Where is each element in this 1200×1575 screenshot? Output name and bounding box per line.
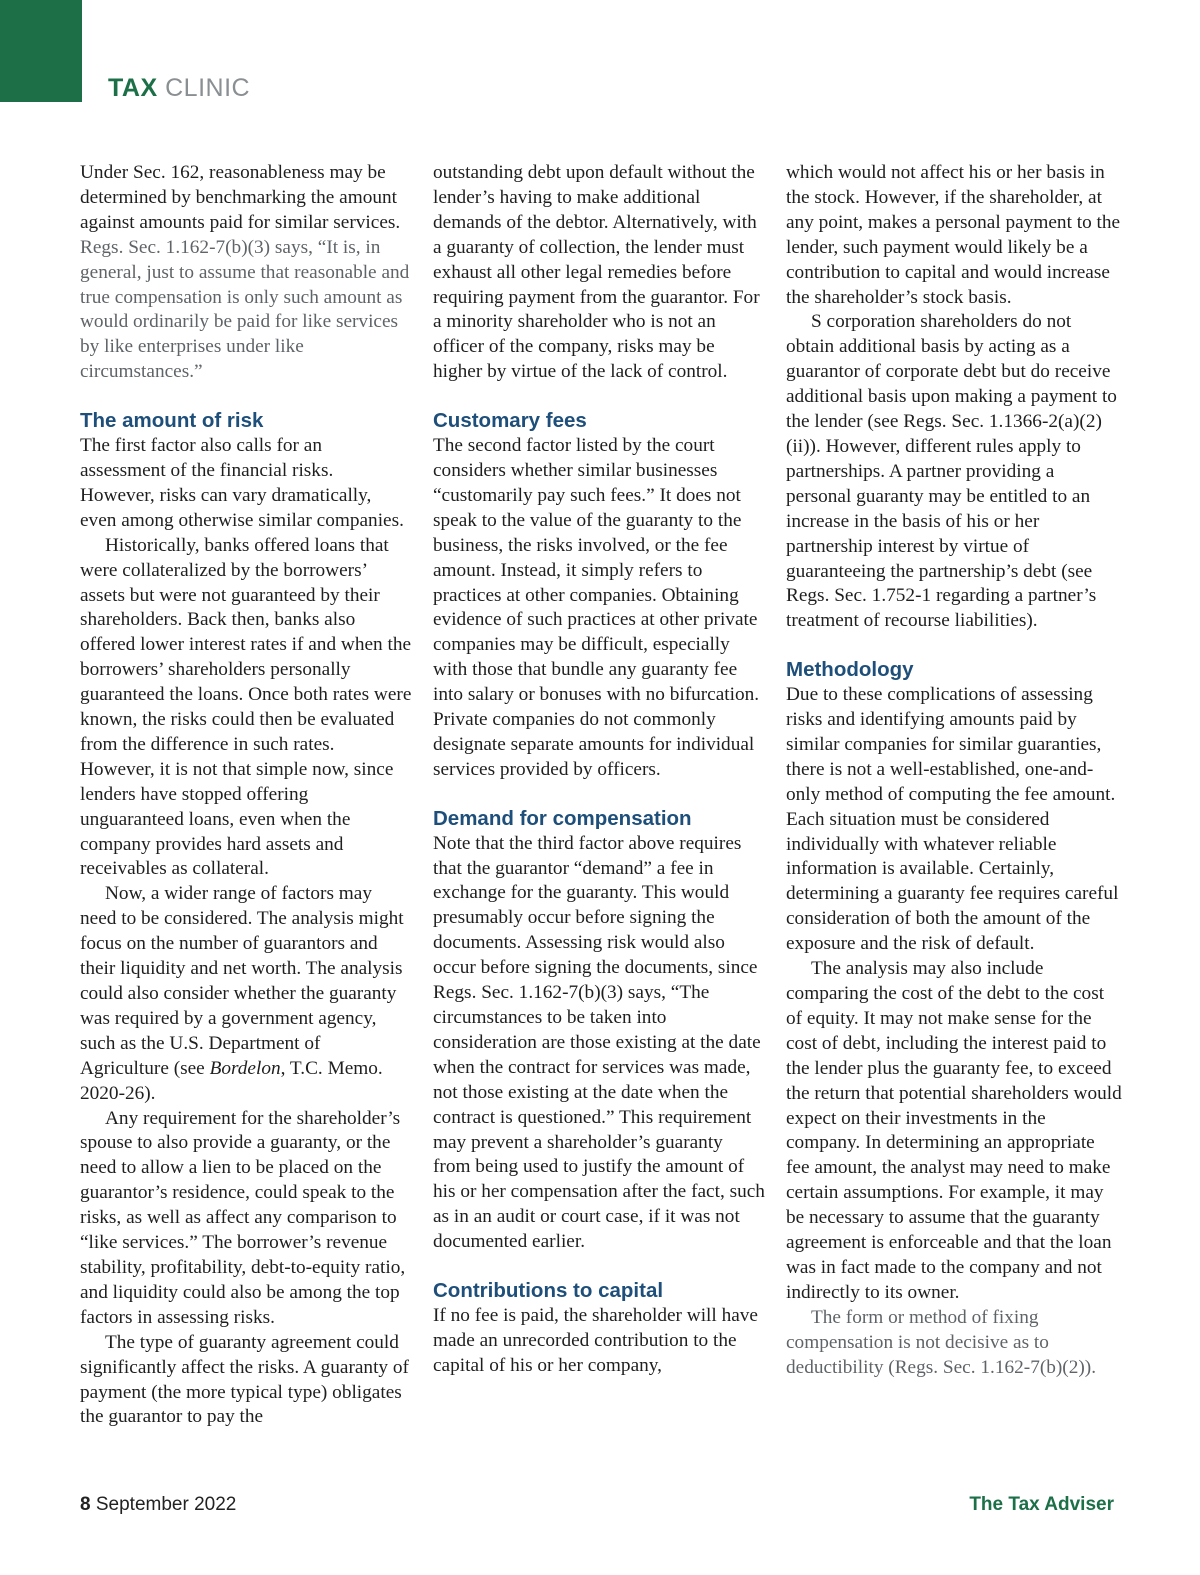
paragraph: S corporation shareholders do not obtain additional basis by acting as a guarantor of corporate debt but do receive additional basis upon making a payment to the lender (see Regs. Sec. 1.1366-2(a)(2)(ii)). However, different rules apply to partnerships. A partner providing a personal guaranty may be entitled to an increase in the basis of his or her partnership interest by virtue of guaranteeing the partnership’s debt (see Regs. Sec. 1.752-1 regarding a partner’s treatment of recourse liabilities). [786, 311, 1117, 632]
paragraph-text: Under Sec. 162, reasonableness may be determined by benchmarking the amount against amounts paid for similar services. [80, 162, 401, 233]
quoted-regulation: Regs. Sec. 1.162-7(b)(3) says, “It is, in general, just to assume that reasonable and true compensation is only such amount as would ordinarily be paid for like services by like enterprises under like circumstances.” [80, 236, 410, 383]
paragraph-text: Now, a wider range of factors may need to be considered. The analysis might focus on the number of guarantors and their liquidity and net worth. The analysis could also consider whether the guaranty was required by a government agency, such as the U.S. Department of Agriculture (see [80, 883, 404, 1079]
section-label-strong: TAX [108, 74, 158, 102]
paragraph: The form or method of fixing compensation is not decisive as to deductibility (Regs. Sec. 1.162-7(b)(2)). [786, 1306, 1097, 1378]
issue-date: September 2022 [90, 1494, 237, 1515]
case-name: Bordelon [209, 1057, 281, 1079]
article-column-1 [80, 161, 412, 1430]
subheading-amount-of-risk: The amount of risk [80, 409, 264, 433]
paragraph: Due to these complications of assessing risks and identifying amounts paid by similar companies for similar guaranties, there is not a well-established, one-and-only method of computing the fee amount. Each situation must be considered individually with whatever reliable information is available. Certainly, determining a guaranty fee requires careful consideration of both the amount of the exposure and the risk of default. [786, 684, 1119, 955]
paragraph: The first factor also calls for an assessment of the financial risks. However, risks can vary dramatically, even among otherwise similar companies. [80, 435, 404, 531]
page-number: 8 [80, 1494, 91, 1515]
subheading-contributions-to-capital: Contributions to capital [433, 1279, 664, 1303]
article-column-2 [433, 161, 765, 1379]
subheading-customary-fees: Customary fees [433, 409, 587, 433]
paragraph: outstanding debt upon default without the lender’s having to make additional demands of the debtor. Alternatively, with a guaranty of collection, the lender must exhaust all other legal remedies before requiring payment from the guarantor. For a minority shareholder who is not an officer of the company, risks may be higher by virtue of the lack of control. [433, 162, 760, 383]
paragraph: Any requirement for the shareholder’s spouse to also provide a guaranty, or the need to allow a lien to be placed on the guarantor’s residence, could speak to the risks, as well as affect any comparison to “like services.” The borrower’s revenue stability, profitability, debt-to-equity ratio, and liquidity could also be among the top factors in assessing risks. [80, 1107, 406, 1328]
article-column-3 [786, 161, 1122, 1381]
section-label-light: CLINIC [165, 74, 251, 102]
paragraph: The analysis may also include comparing the cost of the debt to the cost of equity. It may not make sense for the cost of debt, including the interest paid to the lender plus the guaranty fee, to exceed the return that potential shareholders would expect on their investments in the company. In determining an appropriate fee amount, the analyst may need to make certain assumptions. For example, it may be necessary to assume that the guaranty agreement is enforceable and that the loan was in fact made to the company and not indirectly to its owner. [786, 958, 1122, 1303]
paragraph [80, 882, 412, 1106]
paragraph: The type of guaranty agreement could significantly affect the risks. A guaranty of payment (the more typical type) obligates the guarantor to pay the [80, 1331, 409, 1428]
paragraph: which would not affect his or her basis in the stock. However, if the shareholder, at any point, makes a personal payment to the lender, such payment would likely be a contribution to capital and would increase the shareholder’s stock basis. [786, 162, 1121, 308]
paragraph [80, 161, 412, 385]
publication-name: The Tax Adviser [969, 1494, 1114, 1515]
paragraph: If no fee is paid, the shareholder will have made an unrecorded contribution to the capital of his or her company, [433, 1304, 758, 1376]
page-footer-folio [80, 1494, 236, 1516]
subheading-demand-for-compensation: Demand for compensation [433, 806, 692, 830]
subheading-methodology: Methodology [786, 658, 914, 682]
paragraph: The second factor listed by the court considers whether similar businesses “customarily pay such fees.” It does not speak to the value of the guaranty to the business, the risks involved, or the fee amount. Instead, it simply refers to practices at other companies. Obtaining evidence of such practices at other private companies may be difficult, especially with those that bundle any guaranty fee into salary or bonuses with no bifurcation. Private companies do not commonly designate separate amounts for individual services provided by officers. [433, 435, 760, 780]
section-label [108, 76, 250, 101]
paragraph: Historically, banks offered loans that were collateralized by the borrowers’ assets but were not guaranteed by their shareholders. Back then, banks also offered lower interest rates if and when the borrowers’ shareholders personally guaranteed the loans. Once both rates were known, the risks could then be evaluated from the difference in such rates. However, it is not that simple now, since lenders have stopped offering unguaranteed loans, even when the company provides hard assets and receivables as collateral. [80, 534, 412, 880]
paragraph: Note that the third factor above requires that the guarantor “demand” a fee in exchange for the guaranty. This would presumably occur before signing the documents. Assessing risk would also occur before signing the documents, since Regs. Sec. 1.162-7(b)(3) says, “The circumstances to be taken into consideration are those existing at the date when the contract for services was made, not those existing at the date when the contract is questioned.” This requirement may prevent a shareholder’s guaranty from being used to justify the amount of his or her compensation after the fact, such as in an audit or court case, if it was not documented earlier. [433, 832, 765, 1253]
paragraph-text: , T.C. Memo. 2020-26). [80, 1057, 383, 1104]
section-color-tab [0, 0, 82, 102]
